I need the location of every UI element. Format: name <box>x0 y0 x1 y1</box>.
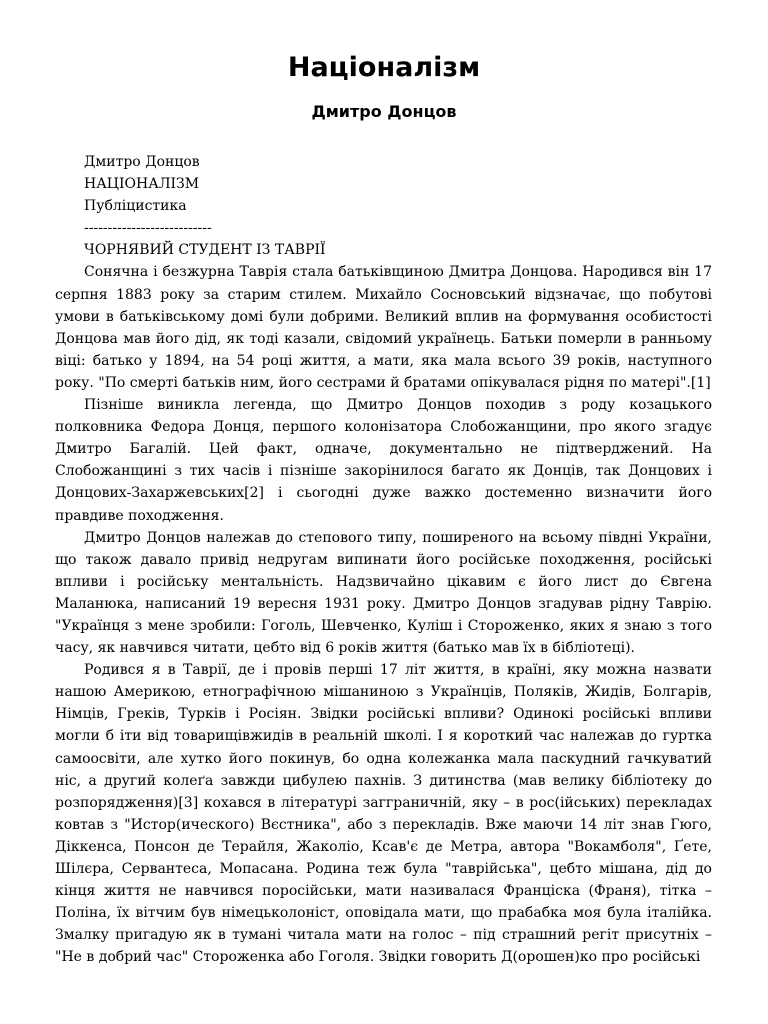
document-title: Націоналізм <box>287 52 481 83</box>
front-matter-separator: --------------------------- <box>84 220 212 237</box>
front-matter-genre: Публіцистика <box>84 198 187 215</box>
document-body <box>55 151 712 968</box>
front-matter-title: НАЦІОНАЛІЗМ <box>84 176 200 193</box>
paragraph: Сонячна і безжурна Таврія стала батьківщиною Дмитра Донцова. Народився він 17 серпня 1883 року за старим стилем. Михайло Сосновський відзначає, що побутові умови в батьківському домі були добрими. Великий вплив на формування особистості Донцова мав його дід, як тоді казали, свідомий українець. Батьки померли в ранньому віці: батько у 1894, на 54 році життя, а мати, яка мала всього 39 років, наступного року. "По смерті батьків ним, його сестрами й братами опікувалася рідня по матері".[1] <box>55 264 712 391</box>
paragraph: Дмитро Донцов належав до степового типу, поширеного на всьому півдні України, що також давало привід недругам випинати його російське походження, російські впливи і російську ментальність. Надзвичайно цікавим є його лист до Євгена Маланюка, написаний 19 вересня 1931 року. Дмитро Донцов згадував рідну Таврію. "Українця з мене зробили: Гоголь, Шевченко, Куліш і Стороженко, яких я знаю з того часу, як навчився читати, цебто від 6 років життя (батько мав їх в бібліотеці). <box>55 529 712 657</box>
chapter-heading: ЧОРНЯВИЙ СТУДЕНТ ІЗ ТАВРІЇ <box>84 242 326 259</box>
paragraph: Родився я в Таврії, де і провів перші 17 літ життя, в країні, яку можна назвати нашою Америкою, етнографічною мішаниною з Українців, Поляків, Жидів, Болгарів, Німців, Греків, Турків і Росіян. Звідки російські впливи? Одинокі російські впливи могли б іти від товарищівжидів в реальній школі. І я короткий час належав до гуртка самоосвіти, але хутко його покинув, бо одна колежанка мала паскудний гачкуватий ніс, а другий колеґа завжди цибулею пахнів. З дитинства (мав велику бібліотеку до розпорядження)[3] кохався в літературі загграничній, яку – в рос(ійських) перекладах ковтав з "Истор(ического) Вєстника", або з перекладів. Вже маючи 14 літ знав Гюго, Діккенса, Понсон де Терайля, Жаколіо, Ксав'є де Метра, автора "Вокамболя", Ґете, Шілєра, Сервантеса, Мопасана. Родина теж була "таврійська", цебто мішана, дід до кінця життя не навчився поросійськи, мати називалася Франціска (Франя), тітка – Поліна, їх вітчим був німецьколоніст, оповідала мати, що прабабка моя була італійка. Змалку пригадую як в тумані читала мати на голос – під страшний регіт присутніх – "Не в добрий час" Стороженка або Гоголя. Звідки говорить Д(орошен)ко про російські <box>55 662 712 966</box>
document-author: Дмитро Донцов <box>311 102 457 121</box>
paragraph: Пізніше виникла легенда, що Дмитро Донцов походив з роду козацького полковника Федора Донця, першого колонізатора Слобожанщини, про якого згадує Дмитро Багалій. Цей факт, одначе, документально не підтверджений. На Слобожанщині з тих часів і пізніше закорінилося багато як Донців, так Донцових і Донцових-Захаржевських[2] і сьогодні дуже важко достеменно визначити його правдиве походження. <box>55 397 712 524</box>
front-matter-author: Дмитро Донцов <box>84 154 200 170</box>
